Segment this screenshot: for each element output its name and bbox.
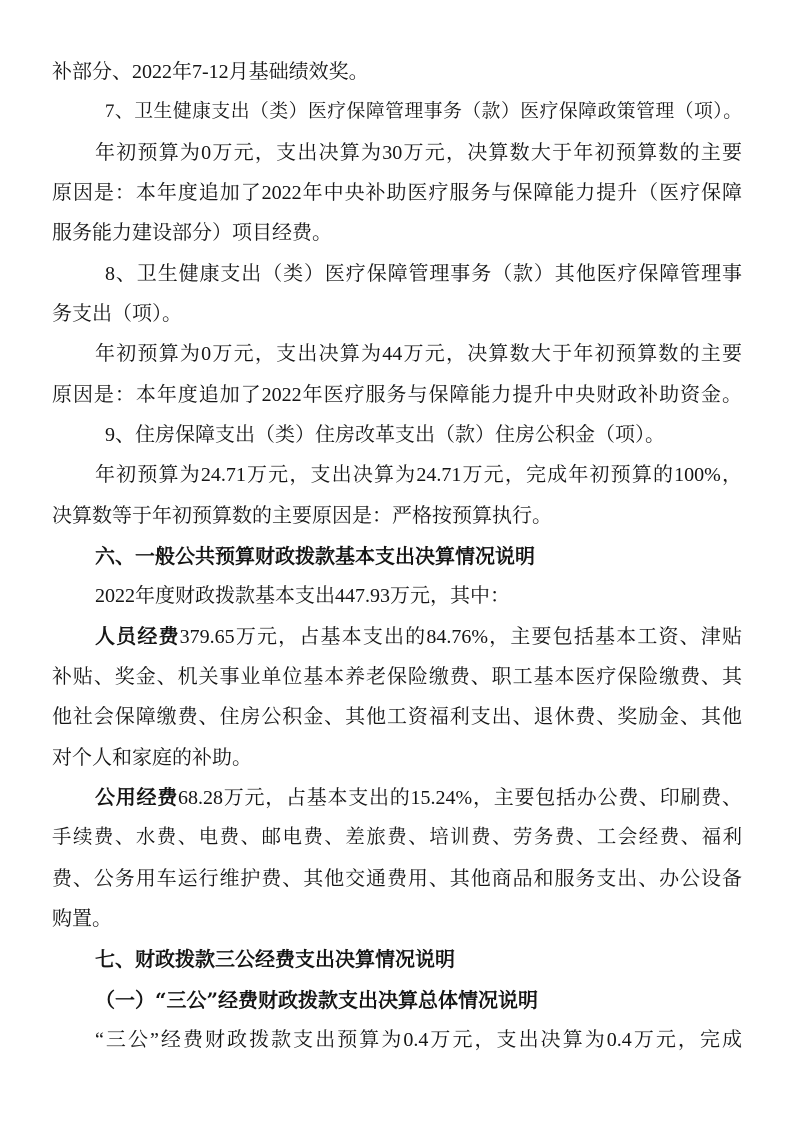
item-7-title: 7、卫生健康支出（类）医疗保障管理事务（款）医疗保障政策管理（项）。: [105, 101, 742, 123]
personnel-expense-label: 人员经费: [95, 625, 180, 648]
personnel-expense-line: 补贴、奖金、机关事业单位基本养老保险缴费、职工基本医疗保险缴费、其: [52, 665, 742, 688]
personnel-expense-line: 他社会保障缴费、住房公积金、其他工资福利支出、退休费、奖励金、其他: [52, 706, 742, 729]
item-9-body-line: 年初预算为24.71万元，支出决算为24.71万元，完成年初预算的100%，: [95, 464, 742, 487]
public-expense-line: 手续费、水费、电费、邮电费、差旅费、培训费、劳务费、工会经费、福利: [52, 827, 742, 849]
public-expense-line: 购置。: [52, 907, 112, 930]
continued-text-line: 补部分、2022年7-12月基础绩效奖。: [52, 61, 369, 83]
public-expense-line: [52, 778, 742, 818]
item-8-body-line: 原因是：本年度追加了2022年医疗服务与保障能力提升中央财政补助资金。: [52, 383, 742, 406]
item-7-body-line: 年初预算为0万元，支出决算为30万元，决算数大于年初预算数的主要: [95, 141, 742, 164]
personnel-expense-text: 379.65万元，占基本支出的84.76%，主要包括基本工资、津贴: [179, 625, 742, 648]
section-6-heading: 六、一般公共预算财政拨款基本支出决算情况说明: [95, 543, 535, 568]
item-9-title: 9、住房保障支出（类）住房改革支出（款）住房公积金（项）。: [105, 423, 665, 446]
public-expense-label: 公用经费: [95, 786, 179, 809]
personnel-expense-line: 对个人和家庭的补助。: [52, 746, 252, 769]
item-8-title-continued: 务支出（项）。: [52, 302, 182, 325]
item-7-body-line: 原因是：本年度追加了2022年中央补助医疗服务与保障能力提升（医疗保障: [52, 181, 742, 204]
section-7-heading: 七、财政拨款三公经费支出决算情况说明: [95, 947, 455, 972]
item-8-title: 8、卫生健康支出（类）医疗保障管理事务（款）其他医疗保障管理事: [105, 262, 742, 285]
personnel-expense-line: [52, 617, 742, 657]
subsection-1-heading: （一）“三公”经费财政拨款支出决算总体情况说明: [95, 987, 539, 1012]
item-9-body-line: 决算数等于年初预算数的主要原因是：严格按预算执行。: [52, 504, 552, 527]
item-8-body-line: 年初预算为0万元，支出决算为44万元，决算数大于年初预算数的主要: [95, 343, 742, 366]
public-expense-text: 68.28万元，占基本支出的15.24%，主要包括办公费、印刷费、: [178, 786, 742, 809]
item-7-body-line: 服务能力建设部分）项目经费。: [52, 222, 332, 245]
public-expense-line: 费、公务用车运行维护费、其他交通费用、其他商品和服务支出、办公设备: [52, 867, 742, 890]
subsection-1-body-line: “三公”经费财政拨款支出预算为0.4万元，支出决算为0.4万元，完成: [95, 1028, 742, 1051]
section-6-intro: 2022年度财政拨款基本支出447.93万元，其中：: [95, 585, 510, 608]
